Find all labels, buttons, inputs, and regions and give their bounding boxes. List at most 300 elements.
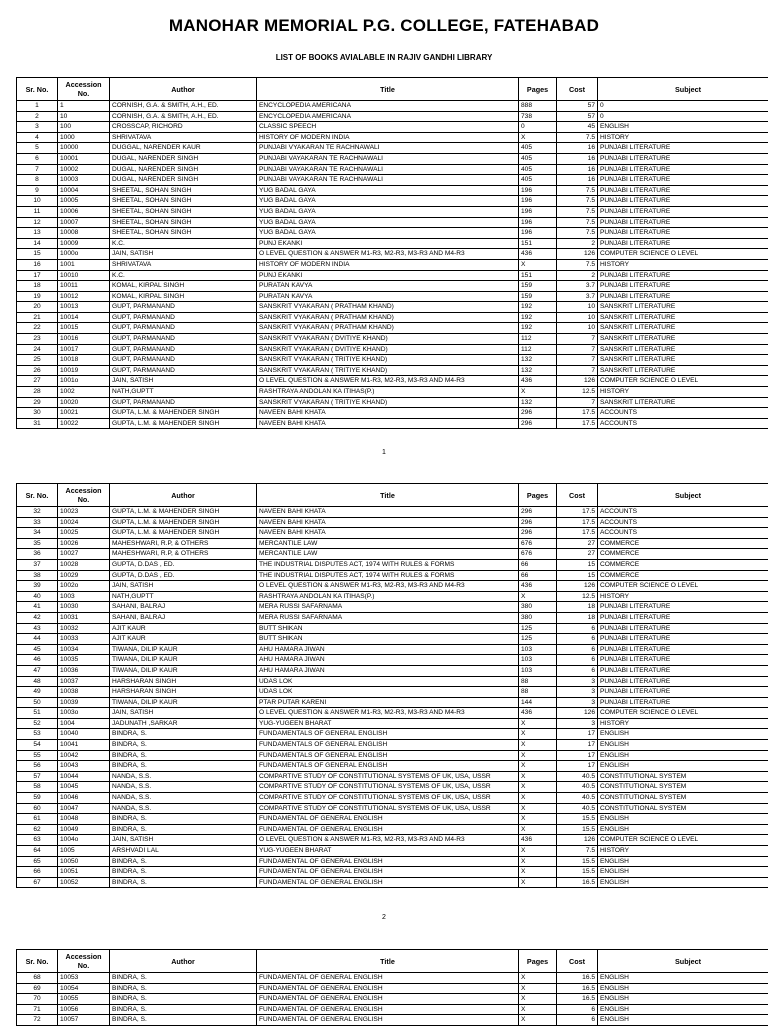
cell-pages: 192	[519, 312, 557, 323]
cell-subject: COMPUTER SCIENCE O LEVEL	[598, 835, 768, 846]
cell-sr-no: 5	[17, 143, 58, 154]
cell-accession-no: 10048	[58, 814, 110, 825]
cell-title: NAVEEN BAHI KHATA	[257, 517, 519, 528]
cell-title: PUNJABI VAYAKARAN TE RACHNAWALI	[257, 153, 519, 164]
cell-accession-no: 10045	[58, 782, 110, 793]
cell-cost: 40.5	[557, 803, 598, 814]
cell-accession-no: 10052	[58, 877, 110, 888]
cell-author: AJIT KAUR	[110, 623, 257, 634]
cell-author: SHEETAL, SOHAN SINGH	[110, 185, 257, 196]
cell-cost: 16.5	[557, 877, 598, 888]
cell-author: DUGGAL, NARENDER KAUR	[110, 143, 257, 154]
table-row	[17, 665, 768, 676]
cell-cost: 16.5	[557, 983, 598, 994]
cell-subject: ACCOUNTS	[598, 517, 768, 528]
cell-sr-no: 42	[17, 612, 58, 623]
cell-subject: ENGLISH	[598, 750, 768, 761]
cell-accession-no: 1002	[58, 387, 110, 398]
cell-author: GUPT, PARMANAND	[110, 334, 257, 345]
table-row	[17, 782, 768, 793]
cell-subject: CONSTITUTIONAL SYSTEM	[598, 782, 768, 793]
table-row	[17, 323, 768, 334]
cell-author: HARSHARAN SINGH	[110, 687, 257, 698]
cell-pages: 103	[519, 665, 557, 676]
cell-subject: COMMERCE	[598, 559, 768, 570]
cell-cost: 7	[557, 334, 598, 345]
cell-author: BINDRA, S.	[110, 729, 257, 740]
cell-subject: HISTORY	[598, 132, 768, 143]
cell-cost: 16	[557, 175, 598, 186]
cell-title: PTAR PUTAR KARENI	[257, 697, 519, 708]
cell-cost: 3.7	[557, 281, 598, 292]
cell-accession-no: 10008	[58, 228, 110, 239]
cell-pages: 296	[519, 528, 557, 539]
cell-pages: 88	[519, 676, 557, 687]
cell-pages: X	[519, 973, 557, 984]
cell-cost: 15.5	[557, 867, 598, 878]
cell-cost: 3	[557, 697, 598, 708]
cell-title: FUNDAMENTAL OF GENERAL ENGLISH	[257, 1004, 519, 1015]
cell-subject: ENGLISH	[598, 122, 768, 133]
cell-sr-no: 21	[17, 312, 58, 323]
column-header-subject: Subject	[598, 950, 768, 973]
cell-author: GUPTA, D.DAS , ED.	[110, 570, 257, 581]
cell-pages: 380	[519, 612, 557, 623]
cell-subject: ENGLISH	[598, 814, 768, 825]
cell-subject: ACCOUNTS	[598, 418, 768, 429]
cell-accession-no: 10027	[58, 549, 110, 560]
cell-cost: 10	[557, 312, 598, 323]
table-row	[17, 175, 768, 186]
cell-pages: 888	[519, 101, 557, 112]
cell-pages: X	[519, 877, 557, 888]
cell-title: FUNDAMENTAL OF GENERAL ENGLISH	[257, 824, 519, 835]
table-row	[17, 644, 768, 655]
cell-title: SANSKRIT VYAKARAN ( TRITIYE KHAND)	[257, 365, 519, 376]
cell-title: FUNDAMENTALS OF GENERAL ENGLISH	[257, 761, 519, 772]
cell-subject: PUNJABI LITERATURE	[598, 217, 768, 228]
table-row	[17, 196, 768, 207]
cell-cost: 27	[557, 538, 598, 549]
cell-pages: X	[519, 387, 557, 398]
page-title: MANOHAR MEMORIAL P.G. COLLEGE, FATEHABAD	[0, 16, 768, 36]
cell-cost: 10	[557, 323, 598, 334]
table-row	[17, 570, 768, 581]
cell-title: FUNDAMENTAL OF GENERAL ENGLISH	[257, 983, 519, 994]
cell-subject: SANSKRIT LITERATURE	[598, 344, 768, 355]
cell-author: MAHESHWARI, R.P, & OTHERS	[110, 538, 257, 549]
cell-title: FUNDAMENTAL OF GENERAL ENGLISH	[257, 973, 519, 984]
cell-accession-no: 10024	[58, 517, 110, 528]
cell-title: SANSKRIT VYAKARAN ( PRATHAM KHAND)	[257, 323, 519, 334]
table-row	[17, 591, 768, 602]
cell-pages: X	[519, 846, 557, 857]
table-row	[17, 132, 768, 143]
cell-pages: 196	[519, 185, 557, 196]
cell-cost: 27	[557, 549, 598, 560]
cell-author: GUPTA, L.M. & MAHENDER SINGH	[110, 507, 257, 518]
cell-cost: 16	[557, 164, 598, 175]
cell-title: O LEVEL QUESTION & ANSWER M1-R3, M2-R3, M3-R3 AND M4-R3	[257, 249, 519, 260]
table-row	[17, 376, 768, 387]
cell-subject: PUNJABI LITERATURE	[598, 196, 768, 207]
cell-title: PUNJABI VAYAKARAN TE RACHNAWALI	[257, 164, 519, 175]
cell-pages: 103	[519, 655, 557, 666]
cell-cost: 18	[557, 602, 598, 613]
cell-title: NAVEEN BAHI KHATA	[257, 408, 519, 419]
cell-pages: 159	[519, 281, 557, 292]
cell-subject: PUNJABI LITERATURE	[598, 228, 768, 239]
column-header-pages: Pages	[519, 78, 557, 101]
table-row	[17, 418, 768, 429]
cell-title: YUG-YUGEEN BHARAT	[257, 718, 519, 729]
cell-author: TIWANA, DILIP KAUR	[110, 644, 257, 655]
cell-subject: PUNJABI LITERATURE	[598, 676, 768, 687]
table-row	[17, 761, 768, 772]
cell-pages: X	[519, 740, 557, 751]
cell-pages: 196	[519, 217, 557, 228]
cell-cost: 57	[557, 111, 598, 122]
header-row	[17, 78, 768, 101]
cell-subject: PUNJABI LITERATURE	[598, 153, 768, 164]
cell-author: BINDRA, S.	[110, 983, 257, 994]
cell-subject: PUNJABI LITERATURE	[598, 291, 768, 302]
cell-sr-no: 19	[17, 291, 58, 302]
cell-author: NANDA, S.S.	[110, 771, 257, 782]
cell-cost: 16.5	[557, 994, 598, 1005]
cell-subject: HISTORY	[598, 259, 768, 270]
cell-sr-no: 14	[17, 238, 58, 249]
page-number: 1	[0, 449, 768, 456]
cell-accession-no: 1001o	[58, 376, 110, 387]
cell-accession-no: 10053	[58, 973, 110, 984]
cell-pages: 132	[519, 365, 557, 376]
cell-accession-no: 10047	[58, 803, 110, 814]
cell-author: BINDRA, S.	[110, 994, 257, 1005]
cell-subject: PUNJABI LITERATURE	[598, 185, 768, 196]
cell-sr-no: 27	[17, 376, 58, 387]
cell-author: GUPT, PARMANAND	[110, 397, 257, 408]
cell-title: SANSKRIT VYAKARAN ( DVITIYE KHAND)	[257, 334, 519, 345]
cell-title: AHU HAMARA JIWAN	[257, 665, 519, 676]
column-header-author: Author	[110, 78, 257, 101]
cell-author: TIWANA, DILIP KAUR	[110, 697, 257, 708]
cell-title: PURATAN KAVYA	[257, 281, 519, 292]
cell-sr-no: 26	[17, 365, 58, 376]
cell-pages: 132	[519, 355, 557, 366]
cell-pages: X	[519, 132, 557, 143]
cell-accession-no: 10036	[58, 665, 110, 676]
cell-subject: PUNJABI LITERATURE	[598, 206, 768, 217]
cell-sr-no: 39	[17, 581, 58, 592]
cell-pages: X	[519, 771, 557, 782]
cell-author: JAIN, SATISH	[110, 835, 257, 846]
cell-title: SANSKRIT VYAKARAN ( DVITIYE KHAND)	[257, 344, 519, 355]
cell-accession-no: 10012	[58, 291, 110, 302]
cell-sr-no: 1	[17, 101, 58, 112]
cell-cost: 40.5	[557, 771, 598, 782]
cell-cost: 6	[557, 623, 598, 634]
cell-title: BUTT SHIKAN	[257, 623, 519, 634]
cell-title: SANSKRIT VYAKARAN ( PRATHAM KHAND)	[257, 302, 519, 313]
cell-pages: X	[519, 718, 557, 729]
cell-title: HISTORY OF MODERN INDIA	[257, 132, 519, 143]
column-header-accession-no: Accession No.	[58, 78, 110, 101]
cell-cost: 6	[557, 655, 598, 666]
cell-pages: 103	[519, 644, 557, 655]
cell-subject: CONSTITUTIONAL SYSTEM	[598, 771, 768, 782]
cell-cost: 126	[557, 835, 598, 846]
cell-title: MERA RUSSI SAFARNAMA	[257, 612, 519, 623]
cell-cost: 15	[557, 570, 598, 581]
table-row	[17, 803, 768, 814]
cell-subject: COMMERCE	[598, 538, 768, 549]
cell-title: AHU HAMARA JIWAN	[257, 644, 519, 655]
cell-sr-no: 51	[17, 708, 58, 719]
cell-accession-no: 10057	[58, 1015, 110, 1026]
cell-pages: X	[519, 994, 557, 1005]
cell-sr-no: 68	[17, 973, 58, 984]
cell-subject: PUNJABI LITERATURE	[598, 687, 768, 698]
table-row	[17, 729, 768, 740]
cell-subject: PUNJABI LITERATURE	[598, 602, 768, 613]
cell-title: FUNDAMENTAL OF GENERAL ENGLISH	[257, 994, 519, 1005]
cell-accession-no: 10017	[58, 344, 110, 355]
cell-cost: 7	[557, 344, 598, 355]
table-row	[17, 143, 768, 154]
cell-pages: 112	[519, 344, 557, 355]
cell-accession-no: 10035	[58, 655, 110, 666]
cell-author: AJIT KAUR	[110, 634, 257, 645]
table-row	[17, 612, 768, 623]
cell-sr-no: 63	[17, 835, 58, 846]
cell-accession-no: 10	[58, 111, 110, 122]
cell-sr-no: 23	[17, 334, 58, 345]
cell-cost: 18	[557, 612, 598, 623]
cell-subject: COMPUTER SCIENCE O LEVEL	[598, 708, 768, 719]
column-header-title: Title	[257, 484, 519, 507]
cell-pages: 296	[519, 418, 557, 429]
cell-cost: 7	[557, 355, 598, 366]
cell-title: YUG BADAL GAYA	[257, 228, 519, 239]
cell-cost: 7	[557, 365, 598, 376]
cell-author: GUPT, PARMANAND	[110, 344, 257, 355]
books-table	[16, 483, 768, 888]
cell-subject: CONSTITUTIONAL SYSTEM	[598, 793, 768, 804]
cell-subject: CONSTITUTIONAL SYSTEM	[598, 803, 768, 814]
cell-pages: 296	[519, 517, 557, 528]
cell-accession-no: 10013	[58, 302, 110, 313]
cell-author: DUGAL, NARENDER SINGH	[110, 164, 257, 175]
cell-pages: 436	[519, 835, 557, 846]
cell-accession-no: 10016	[58, 334, 110, 345]
cell-subject: SANSKRIT LITERATURE	[598, 365, 768, 376]
cell-pages: 676	[519, 549, 557, 560]
cell-accession-no: 10002	[58, 164, 110, 175]
cell-title: YUG BADAL GAYA	[257, 217, 519, 228]
cell-accession-no: 1001	[58, 259, 110, 270]
cell-author: K.C.	[110, 270, 257, 281]
cell-cost: 2	[557, 238, 598, 249]
cell-sr-no: 52	[17, 718, 58, 729]
cell-subject: PUNJABI LITERATURE	[598, 143, 768, 154]
table-row	[17, 877, 768, 888]
cell-author: CROSSCAP, RICHORD	[110, 122, 257, 133]
cell-subject: ENGLISH	[598, 994, 768, 1005]
table-row	[17, 101, 768, 112]
cell-pages: X	[519, 259, 557, 270]
cell-author: BINDRA, S.	[110, 877, 257, 888]
table-row	[17, 634, 768, 645]
cell-sr-no: 20	[17, 302, 58, 313]
cell-sr-no: 24	[17, 344, 58, 355]
column-header-subject: Subject	[598, 78, 768, 101]
cell-title: THE INDUSTRIAL DISPUTES ACT, 1974 WITH RULES & FORMS	[257, 559, 519, 570]
table-row	[17, 835, 768, 846]
cell-pages: 151	[519, 238, 557, 249]
cell-title: PURATAN KAVYA	[257, 291, 519, 302]
cell-sr-no: 7	[17, 164, 58, 175]
table-row	[17, 983, 768, 994]
column-header-sr-no: Sr. No.	[17, 484, 58, 507]
cell-author: JAIN, SATISH	[110, 708, 257, 719]
cell-author: MAHESHWARI, R.P, & OTHERS	[110, 549, 257, 560]
cell-sr-no: 65	[17, 856, 58, 867]
table-row	[17, 623, 768, 634]
cell-title: COMPARTIVE STUDY OF CONSTITUTIONAL SYSTEMS OF UK, USA, USSR	[257, 782, 519, 793]
table-row	[17, 793, 768, 804]
cell-sr-no: 45	[17, 644, 58, 655]
cell-sr-no: 58	[17, 782, 58, 793]
cell-cost: 7.5	[557, 132, 598, 143]
cell-accession-no: 10030	[58, 602, 110, 613]
cell-accession-no: 10010	[58, 270, 110, 281]
cell-sr-no: 70	[17, 994, 58, 1005]
cell-sr-no: 54	[17, 740, 58, 751]
cell-sr-no: 16	[17, 259, 58, 270]
cell-accession-no: 10003	[58, 175, 110, 186]
cell-subject: PUNJABI LITERATURE	[598, 665, 768, 676]
cell-pages: X	[519, 750, 557, 761]
cell-sr-no: 4	[17, 132, 58, 143]
cell-title: PUNJ EKANKI	[257, 270, 519, 281]
cell-subject: COMPUTER SCIENCE O LEVEL	[598, 581, 768, 592]
cell-pages: 296	[519, 507, 557, 518]
cell-subject: PUNJABI LITERATURE	[598, 634, 768, 645]
cell-subject: SANSKRIT LITERATURE	[598, 312, 768, 323]
cell-sr-no: 11	[17, 206, 58, 217]
cell-author: SAHANI, BALRAJ	[110, 602, 257, 613]
cell-author: SAHANI, BALRAJ	[110, 612, 257, 623]
cell-author: SHEETAL, SOHAN SINGH	[110, 228, 257, 239]
cell-pages: 436	[519, 376, 557, 387]
table-row	[17, 581, 768, 592]
cell-pages: 196	[519, 206, 557, 217]
column-header-cost: Cost	[557, 950, 598, 973]
table-row	[17, 355, 768, 366]
cell-accession-no: 10054	[58, 983, 110, 994]
cell-subject: SANSKRIT LITERATURE	[598, 334, 768, 345]
cell-pages: 159	[519, 291, 557, 302]
cell-pages: 405	[519, 153, 557, 164]
table-row	[17, 397, 768, 408]
cell-author: DUGAL, NARENDER SINGH	[110, 175, 257, 186]
page-number: 2	[0, 914, 768, 921]
table-row	[17, 517, 768, 528]
cell-author: BINDRA, S.	[110, 867, 257, 878]
cell-pages: X	[519, 983, 557, 994]
cell-accession-no: 10009	[58, 238, 110, 249]
cell-subject: SANSKRIT LITERATURE	[598, 355, 768, 366]
cell-cost: 40.5	[557, 782, 598, 793]
cell-cost: 17.5	[557, 408, 598, 419]
cell-title: ENCYCLOPEDIA AMERICANA	[257, 111, 519, 122]
cell-sr-no: 13	[17, 228, 58, 239]
cell-sr-no: 17	[17, 270, 58, 281]
cell-accession-no: 10037	[58, 676, 110, 687]
cell-subject: ENGLISH	[598, 877, 768, 888]
cell-pages: 66	[519, 559, 557, 570]
cell-title: MERCANTILE LAW	[257, 549, 519, 560]
table-row	[17, 814, 768, 825]
cell-title: PUNJABI VYAKARAN TE RACHNAWALI	[257, 143, 519, 154]
table-row	[17, 973, 768, 984]
table-row	[17, 302, 768, 313]
cell-author: TIWANA, DILIP KAUR	[110, 665, 257, 676]
column-header-pages: Pages	[519, 950, 557, 973]
cell-pages: X	[519, 814, 557, 825]
cell-subject: ENGLISH	[598, 761, 768, 772]
cell-cost: 7.5	[557, 259, 598, 270]
cell-sr-no: 33	[17, 517, 58, 528]
cell-accession-no: 10004	[58, 185, 110, 196]
cell-sr-no: 47	[17, 665, 58, 676]
cell-title: SANSKRIT VYAKARAN ( TRITIYE KHAND)	[257, 355, 519, 366]
cell-sr-no: 41	[17, 602, 58, 613]
cell-author: SHRIVATAVA	[110, 259, 257, 270]
cell-title: NAVEEN BAHI KHATA	[257, 507, 519, 518]
cell-author: BINDRA, S.	[110, 761, 257, 772]
cell-pages: X	[519, 867, 557, 878]
books-table	[16, 77, 768, 429]
table-row	[17, 281, 768, 292]
books-table	[16, 949, 768, 1026]
table-row	[17, 270, 768, 281]
cell-sr-no: 61	[17, 814, 58, 825]
cell-subject: HISTORY	[598, 718, 768, 729]
cell-pages: 125	[519, 623, 557, 634]
cell-pages: 296	[519, 408, 557, 419]
header-row	[17, 484, 768, 507]
cell-title: MERCANTILE LAW	[257, 538, 519, 549]
cell-subject: ENGLISH	[598, 856, 768, 867]
cell-cost: 16	[557, 153, 598, 164]
cell-accession-no: 1005	[58, 846, 110, 857]
cell-subject: HISTORY	[598, 846, 768, 857]
cell-sr-no: 40	[17, 591, 58, 602]
cell-title: FUNDAMENTAL OF GENERAL ENGLISH	[257, 814, 519, 825]
cell-accession-no: 10041	[58, 740, 110, 751]
cell-cost: 17	[557, 761, 598, 772]
cell-author: BINDRA, S.	[110, 750, 257, 761]
cell-cost: 17	[557, 750, 598, 761]
cell-accession-no: 10025	[58, 528, 110, 539]
cell-pages: 151	[519, 270, 557, 281]
cell-title: PUNJABI VAYAKARAN TE RACHNAWALI	[257, 175, 519, 186]
cell-title: NAVEEN BAHI KHATA	[257, 528, 519, 539]
cell-subject: PUNJABI LITERATURE	[598, 270, 768, 281]
cell-accession-no: 10042	[58, 750, 110, 761]
